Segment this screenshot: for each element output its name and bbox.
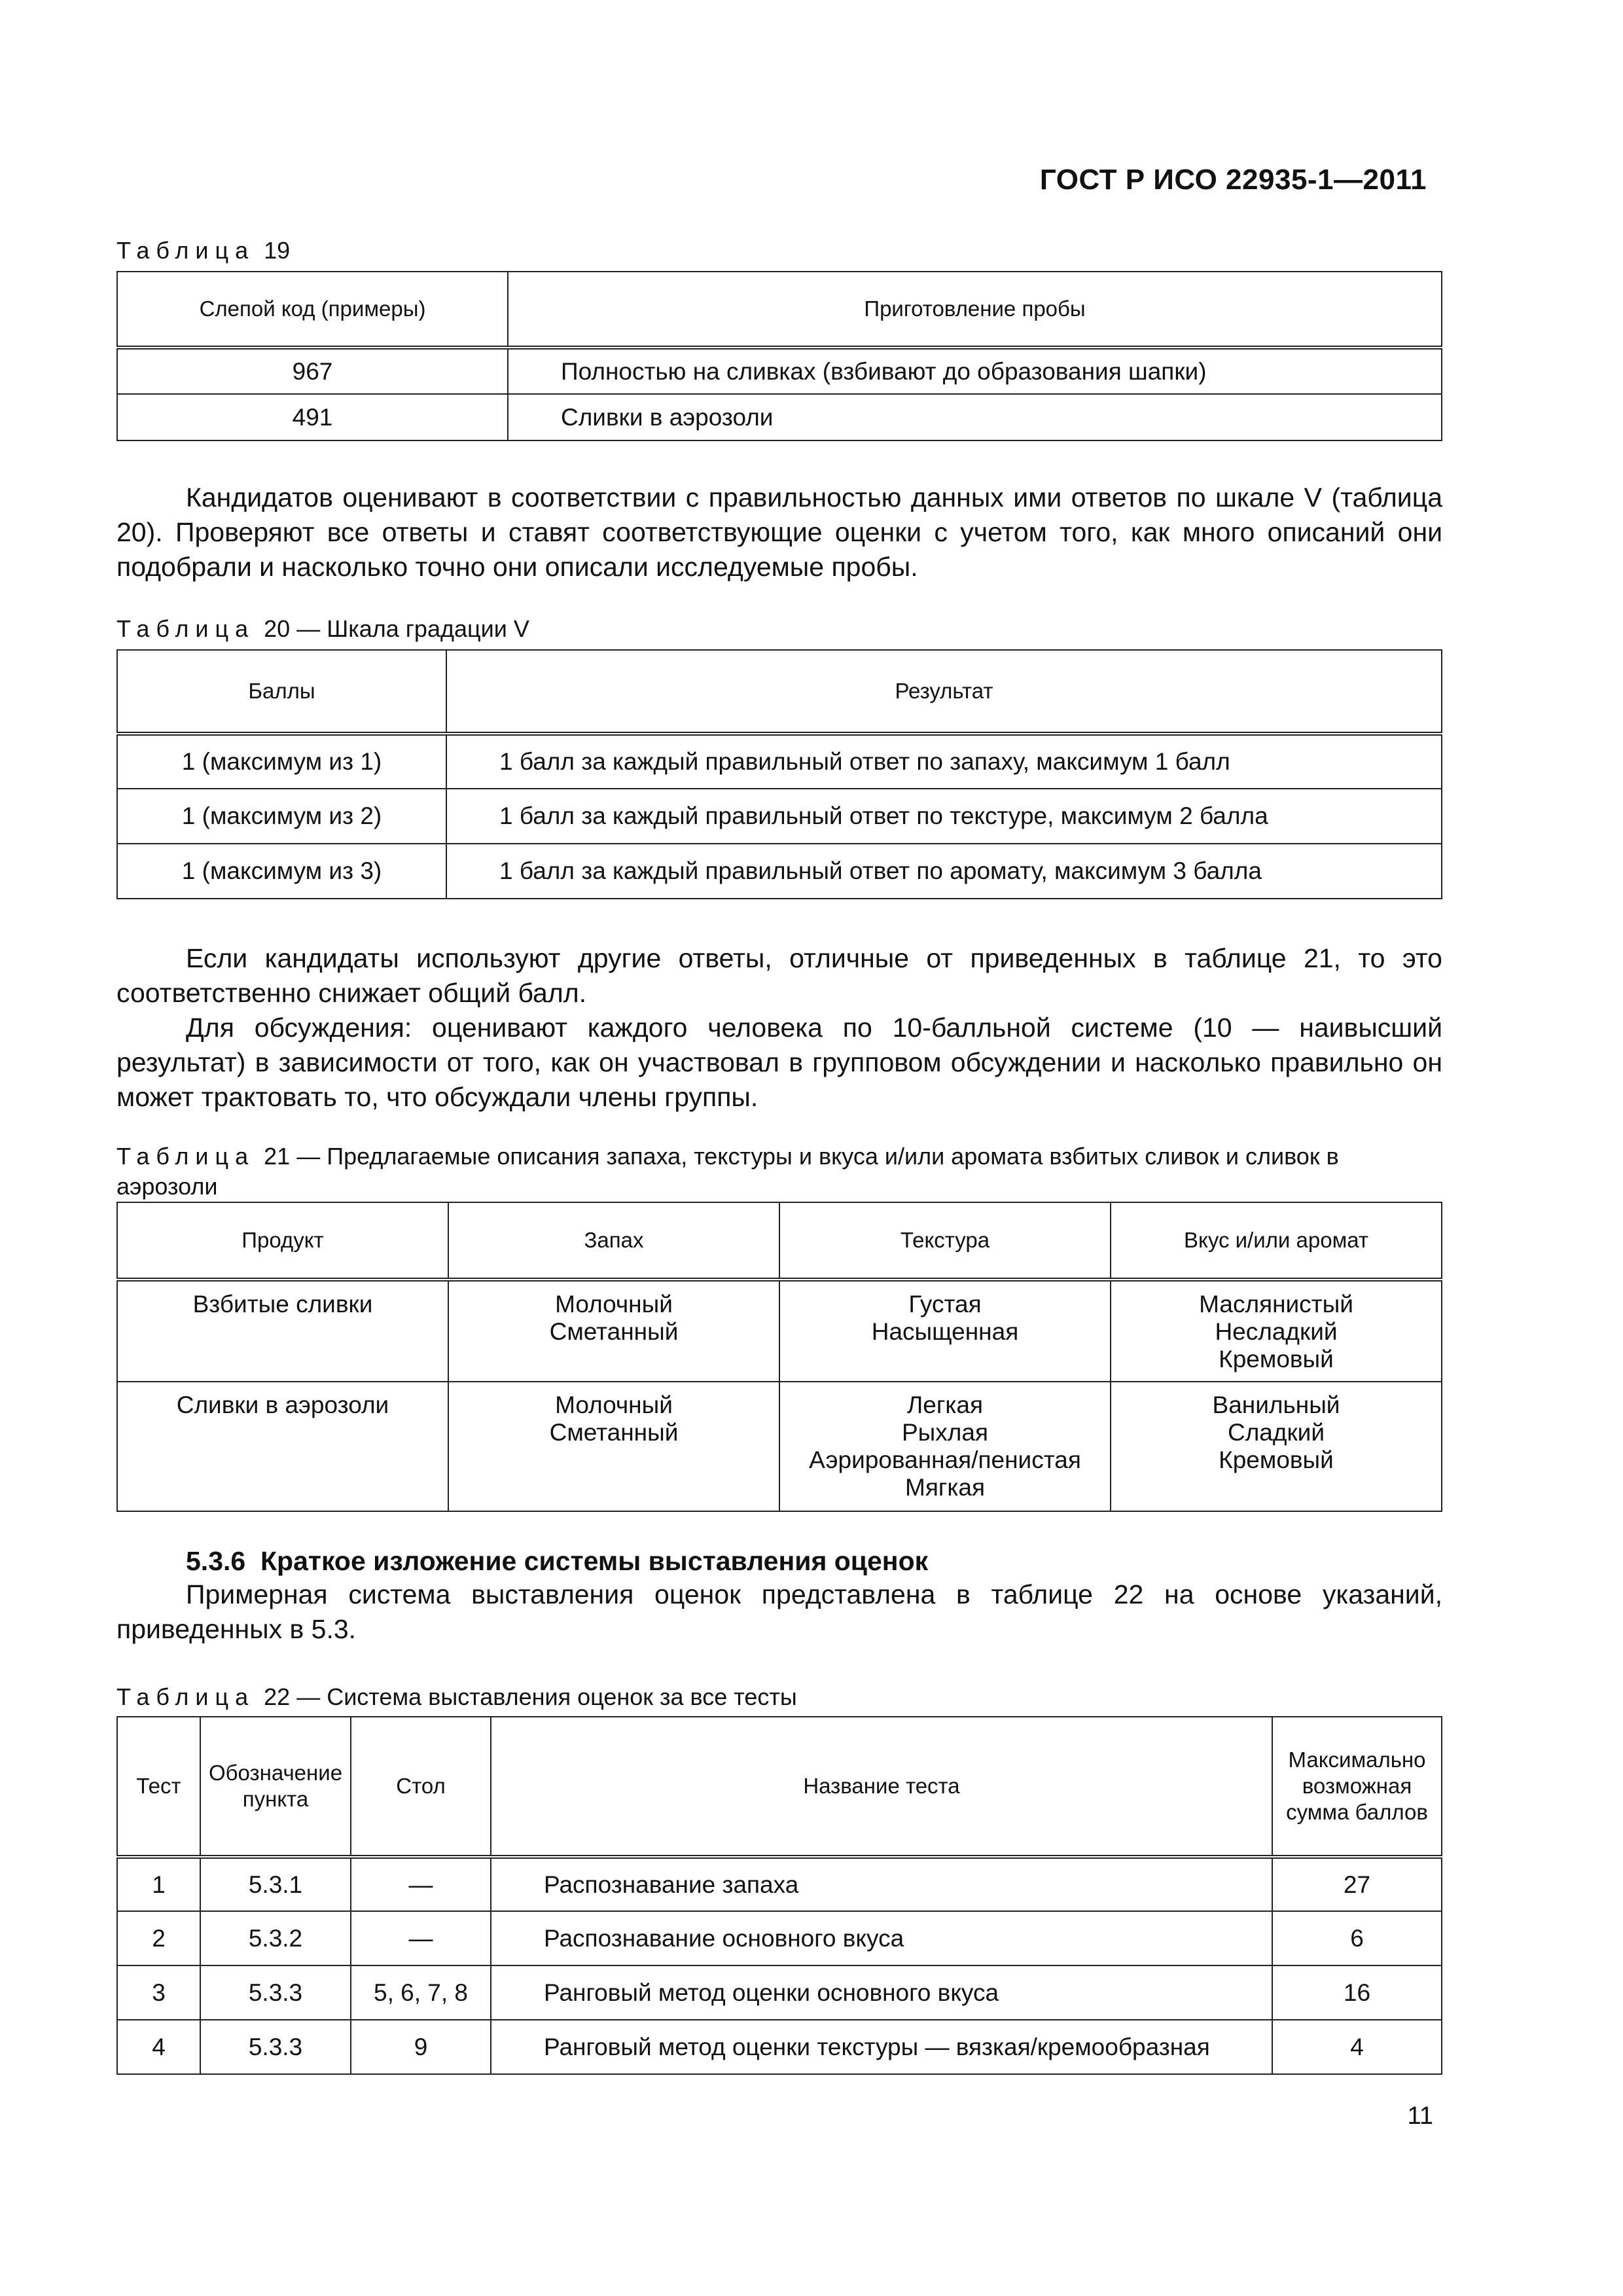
table-cell: 5.3.3 — [200, 1965, 351, 2020]
table-cell — [779, 1382, 1111, 1511]
table-cell — [448, 1382, 779, 1511]
table-header-cell: Стол — [351, 1717, 491, 1857]
table-caption-text: 21 — Предлагаемые описания запаха, текстуры и вкуса и/или аромата взбитых сливок и сливок в аэрозоли — [116, 1143, 1339, 1200]
table-caption-word: Таблица — [116, 1143, 255, 1170]
table-caption-word: Таблица — [116, 237, 255, 264]
document-header: ГОСТ Р ИСО 22935-1—2011 — [1039, 164, 1427, 196]
paragraph — [116, 1577, 1442, 1647]
section-title: Краткое изложение системы выставления оценок — [260, 1546, 929, 1576]
table-cell: 967 — [117, 348, 508, 394]
table-cell: 491 — [117, 394, 508, 440]
cell-line: Кремовый — [1219, 1346, 1334, 1372]
table-cell: 1 (максимум из 1) — [117, 734, 446, 789]
cell-line: Густая — [908, 1291, 982, 1318]
table-caption-text: 22 — Система выставления оценок за все тесты — [264, 1683, 797, 1710]
table-21 — [116, 1202, 1442, 1512]
cell-line: Ванильный — [1212, 1391, 1340, 1418]
section-heading — [186, 1546, 928, 1577]
table-row — [117, 348, 1442, 394]
table-header-cell: Текстура — [779, 1202, 1111, 1280]
table-cell: — — [351, 1911, 491, 1965]
table-cell: Сливки в аэрозоли — [117, 1382, 448, 1511]
table-row — [117, 1965, 1442, 2020]
table-cell: 1 (максимум из 3) — [117, 844, 446, 899]
table-row — [117, 1857, 1442, 1911]
paragraph — [116, 480, 1442, 584]
table-cell: 6 — [1272, 1911, 1442, 1965]
table-cell: 9 — [351, 2020, 491, 2074]
table-row — [117, 1382, 1442, 1511]
table-cell: 27 — [1272, 1857, 1442, 1911]
table-header-cell: Вкус и/или аромат — [1111, 1202, 1442, 1280]
paragraph-text: Для обсуждения: оценивают каждого человека по 10-балльной системе (10 — наивысший результат) в зависимости от того, как он участвовал в групповом обсуждении и насколько правильно он может трактовать то, что обсуждали члены группы. — [116, 1013, 1442, 1112]
table-cell: 1 балл за каждый правильный ответ по текстуре, максимум 2 балла — [446, 789, 1442, 844]
paragraph — [116, 941, 1442, 1115]
cell-line: Сметанный — [549, 1318, 679, 1345]
table-cell: 4 — [117, 2020, 200, 2074]
table-20 — [116, 649, 1442, 899]
table-cell: 1 (максимум из 2) — [117, 789, 446, 844]
table-cell: Взбитые сливки — [117, 1280, 448, 1382]
table-cell: 16 — [1272, 1965, 1442, 2020]
table-cell — [1111, 1280, 1442, 1382]
table-row — [117, 394, 1442, 440]
table-row — [117, 1280, 1442, 1382]
table-header-cell: Приготовление пробы — [508, 272, 1442, 348]
table-cell: 1 балл за каждый правильный ответ по запаху, максимум 1 балл — [446, 734, 1442, 789]
table-cell: 4 — [1272, 2020, 1442, 2074]
table-cell: 5.3.2 — [200, 1911, 351, 1965]
table-caption-word: Таблица — [116, 1683, 255, 1710]
section-number: 5.3.6 — [186, 1546, 246, 1576]
cell-line: Легкая — [907, 1391, 983, 1418]
table-cell: 5.3.3 — [200, 2020, 351, 2074]
cell-line: Молочный — [555, 1291, 673, 1318]
cell-line: Кремовый — [1219, 1446, 1334, 1473]
table-header-cell: Продукт — [117, 1202, 448, 1280]
table-header-cell: Баллы — [117, 650, 446, 734]
cell-line: Сладкий — [1228, 1419, 1325, 1446]
table-cell: Ранговый метод оценки текстуры — вязкая/кремообразная — [491, 2020, 1272, 2074]
table-19 — [116, 271, 1442, 441]
table-row — [117, 844, 1442, 899]
table-caption-word: Таблица — [116, 615, 255, 642]
paragraph-text: Кандидатов оценивают в соответствии с правильностью данных ими ответов по шкале V (таблица 20). Проверяют все ответы и ставят соответствующие оценки с учетом того, как много описаний они подобрали и насколько точно они описали исследуемые пробы. — [116, 482, 1442, 582]
table-cell: Распознавание запаха — [491, 1857, 1272, 1911]
cell-line: Сметанный — [549, 1419, 679, 1446]
paragraph-text: Если кандидаты используют другие ответы, отличные от приведенных в таблице 21, то это соответственно снижает общий балл. — [116, 943, 1442, 1008]
table-cell: Ранговый метод оценки основного вкуса — [491, 1965, 1272, 2020]
table-cell: 5.3.1 — [200, 1857, 351, 1911]
table-cell: 3 — [117, 1965, 200, 2020]
table-header-cell: Тест — [117, 1717, 200, 1857]
table-row — [117, 789, 1442, 844]
cell-line: Молочный — [555, 1391, 673, 1418]
table-cell — [779, 1280, 1111, 1382]
table-cell: 1 — [117, 1857, 200, 1911]
table-22-caption — [116, 1683, 797, 1711]
cell-line: Аэрированная/пенистая — [809, 1446, 1081, 1473]
cell-line: Рыхлая — [902, 1419, 988, 1446]
table-22 — [116, 1716, 1442, 2075]
table-cell: — — [351, 1857, 491, 1911]
table-caption-text: 20 — Шкала градации V — [264, 615, 529, 642]
table-row — [117, 734, 1442, 789]
table-header-cell: Название теста — [491, 1717, 1272, 1857]
table-header-cell: Максимально возможная сумма баллов — [1272, 1717, 1442, 1857]
table-cell: 5, 6, 7, 8 — [351, 1965, 491, 2020]
table-cell: Сливки в аэрозоли — [508, 394, 1442, 440]
table-cell: 1 балл за каждый правильный ответ по аромату, максимум 3 балла — [446, 844, 1442, 899]
cell-line: Маслянистый — [1199, 1291, 1353, 1318]
cell-line: Несладкий — [1215, 1318, 1338, 1345]
table-row — [117, 1911, 1442, 1965]
table-cell: 2 — [117, 1911, 200, 1965]
table-header-cell: Слепой код (примеры) — [117, 272, 508, 348]
table-cell: Распознавание основного вкуса — [491, 1911, 1272, 1965]
table-19-caption — [116, 237, 290, 264]
page-number: 11 — [1407, 2102, 1433, 2130]
table-header-cell: Обозначение пункта — [200, 1717, 351, 1857]
table-cell: Полностью на сливках (взбивают до образования шапки) — [508, 348, 1442, 394]
cell-line: Мягкая — [905, 1474, 985, 1501]
table-header-cell: Запах — [448, 1202, 779, 1280]
table-20-caption — [116, 615, 529, 643]
table-row — [117, 2020, 1442, 2074]
cell-line: Насыщенная — [871, 1318, 1019, 1345]
table-21-caption — [116, 1141, 1442, 1202]
table-caption-text: 19 — [264, 237, 291, 264]
table-cell — [1111, 1382, 1442, 1511]
paragraph-text: Примерная система выставления оценок представлена в таблице 22 на основе указаний, приведенных в 5.3. — [116, 1579, 1442, 1644]
table-cell — [448, 1280, 779, 1382]
table-header-cell: Результат — [446, 650, 1442, 734]
